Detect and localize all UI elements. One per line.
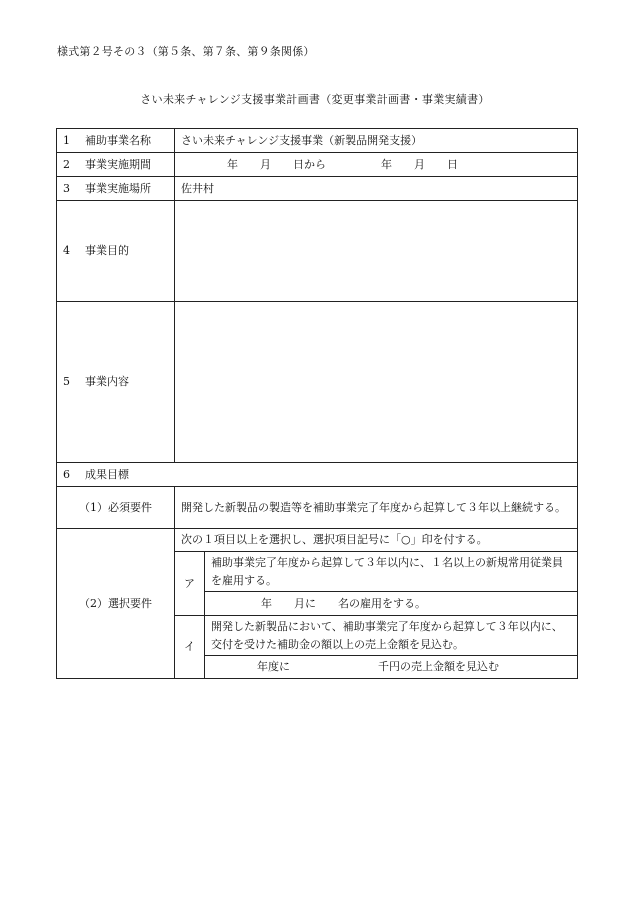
row-project-name: [57, 129, 578, 153]
location-value[interactable]: 佐井村: [175, 177, 578, 201]
row-selection-instruction: [57, 529, 578, 552]
period-text: 年 月 日から 年 月 日: [227, 157, 458, 171]
required-text: 開発した新製品の製造等を補助事業完了年度から起算して３年以上継続する。: [175, 487, 578, 529]
option-b-mark[interactable]: イ: [175, 616, 205, 679]
row-location: [57, 177, 578, 201]
label-required: （1）必須要件: [57, 487, 175, 529]
row-number: 5: [63, 375, 70, 388]
label-text: 補助事業名称: [85, 133, 151, 147]
form-number: 様式第２号その３（第５条、第７条、第９条関係）: [57, 45, 315, 58]
label-selection: （2）選択要件: [57, 529, 175, 679]
row-number: 2: [63, 157, 70, 171]
label-period: [57, 153, 175, 177]
row-number: 3: [63, 181, 70, 195]
label-text: 事業実施期間: [85, 157, 151, 171]
label-purpose: [57, 201, 175, 302]
option-b-entry-text: 年度に 千円の売上金額を見込む: [257, 660, 499, 673]
label-text: 成果目標: [85, 467, 129, 481]
option-a-entry-text: 年 月に 名の雇用をする。: [261, 596, 426, 610]
plan-table: [56, 128, 578, 679]
label-text: 事業実施場所: [85, 181, 151, 195]
option-a-entry[interactable]: [205, 592, 578, 616]
document-title: さい未来チャレンジ支援事業計画書（変更事業計画書・事業実績書）: [140, 93, 490, 106]
row-purpose: [57, 201, 578, 302]
label-text: 事業目的: [85, 244, 129, 257]
row-period: [57, 153, 578, 177]
row-required: [57, 487, 578, 529]
row-number: 6: [63, 467, 70, 481]
purpose-value[interactable]: [175, 201, 578, 302]
row-number: 4: [63, 244, 70, 257]
period-value[interactable]: [175, 153, 578, 177]
row-number: 1: [63, 133, 70, 147]
label-project-name: [57, 129, 175, 153]
option-a-text: 補助事業完了年度から起算して３年以内に、１名以上の新規常用従業員を雇用する。: [205, 552, 578, 592]
option-a-mark[interactable]: ア: [175, 552, 205, 616]
label-text: 事業内容: [85, 375, 129, 388]
project-name-value[interactable]: さい未来チャレンジ支援事業（新製品開発支援）: [175, 129, 578, 153]
label-goals: [57, 463, 578, 487]
label-location: [57, 177, 175, 201]
content-value[interactable]: [175, 302, 578, 463]
row-content: [57, 302, 578, 463]
option-b-text: 開発した新製品において、補助事業完了年度から起算して３年以内に、交付を受けた補助金の額以上の売上金額を見込む。: [205, 616, 578, 656]
selection-instruction: 次の１項目以上を選択し、選択項目記号に「○」印を付する。: [175, 529, 578, 552]
row-goals: [57, 463, 578, 487]
label-content: [57, 302, 175, 463]
option-b-entry[interactable]: [205, 656, 578, 679]
